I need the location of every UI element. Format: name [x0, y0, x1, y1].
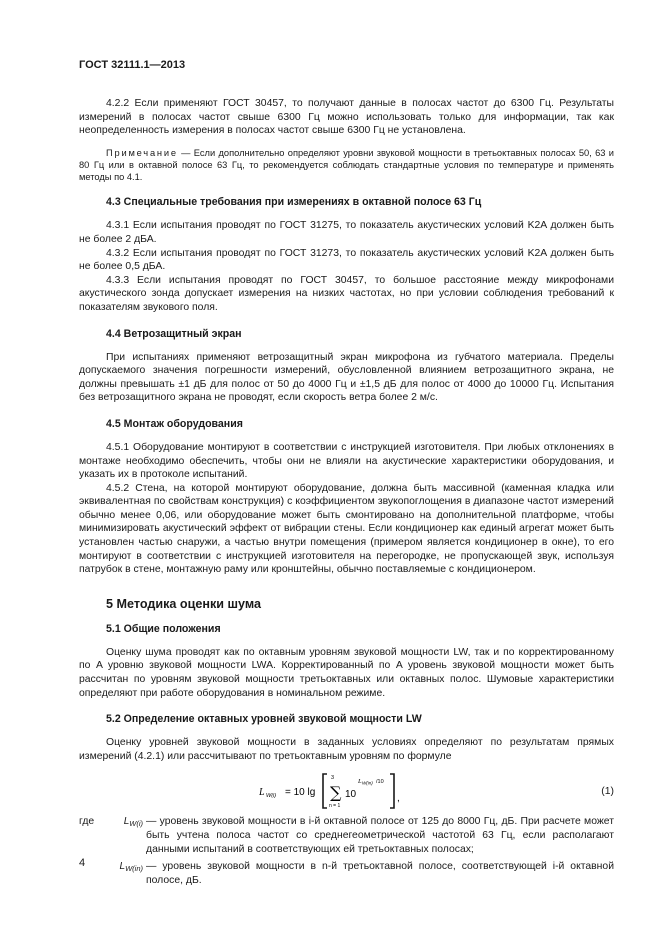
definition-text: — уровень звуковой мощности в n-й третьоктавной полосе, соответствующей i-й октавной полосе, дБ. — [146, 861, 614, 886]
formula-eq: = 10 lg — [285, 787, 316, 799]
paragraph-4-4: При испытаниях применяют ветрозащитный экран микрофона из губчатого материала. Пределы допускаемого значения погрешности измерений, обусловленной влиянием ветрозащитного экрана, не должны превышать ±1 дБ для полос от 50 до 4000 Гц и ±1,5 дБ для полос от 4000 до 10000 Гц. Испытания без ветрозащитного экрана не проводят, если скорость ветра более 2 м/с. — [79, 351, 614, 404]
heading-4-5: 4.5 Монтаж оборудования — [106, 417, 243, 430]
sum-sign: ∑ — [330, 783, 342, 803]
page-number: 4 — [79, 857, 86, 869]
heading-4-4: 4.4 Ветрозащитный экран — [106, 327, 242, 340]
note-paragraph — [79, 147, 614, 184]
heading-5-1: 5.1 Общие положения — [106, 622, 221, 635]
definition-text: — уровень звуковой мощности в i-й октавной полосе от 125 до 8000 Гц, дБ. При расчете может быть учтена полоса частот со среднегеометрической частотой 63 Гц, если располагают данными испытаний в соответствующих ей третьоктавных полосах; — [146, 816, 614, 855]
exp-l: L — [358, 778, 362, 786]
formula-graphic — [259, 771, 419, 811]
definition-lead: где — [79, 816, 95, 828]
exp-tail: /10 — [376, 779, 384, 786]
paragraph-4-2-2: 4.2.2 Если применяют ГОСТ 30457, то получают данные в полосах частот до 6300 Гц. Результаты измерений в полосах частот свыше 6300 Гц можно использовать только для информации, так как неопределенность измерения в полосах частот свыше 6300 Гц не установлена. — [79, 98, 614, 137]
page-content — [79, 97, 614, 887]
paragraph-5-1: Оценку шума проводят как по октавным уровням звуковой мощности LW, так и по корректированному по A уровню звуковой мощности LWA. Корректированный по A уровень звуковой мощности может быть рассчитан по уровням звуковой мощности третьоктавных или октавных полос. Шумовые характеристики определяют при работе оборудования в номинальном режиме. — [79, 646, 614, 699]
definition-item — [79, 815, 614, 856]
paragraph-4-3-1: 4.3.1 Если испытания проводят по ГОСТ 31275, то показатель акустических условий K2A должен быть не более 2 дБА. — [79, 220, 614, 245]
note-text: — Если дополнительно определяют уровни звуковой мощности в третьоктавных полосах 50, 63 и 80 Гц или в октавной полосе 63 Гц, то рекомендуется соблюдать стандартные условия по температуре и применять методы по 4.1. — [79, 147, 614, 183]
exp-sub: W(in) — [362, 780, 373, 786]
definition-list — [79, 815, 614, 887]
definition-item — [79, 860, 614, 887]
document-header: ГОСТ 32111.1—2013 — [79, 59, 186, 71]
heading-4-3: 4.3 Специальные требования при измерениях в октавной полосе 63 Гц — [106, 196, 482, 209]
paragraph-4-5-2: 4.5.2 Стена, на которой монтируют оборудование, должна быть массивной (каменная кладка или эквивалентная по свойствам конструкция) с коэффициентом звукопоглощения в диапазоне частот измерений обычно менее 0,06, или оборудование может быть смонтировано на дополнительной платформе, чтобы минимизировать акустический эффект от вибрации стены. Если кондиционер как единый агрегат может быть установлен частью снаружи, а частью внутри помещения (примером является кондиционер в окне), то его монтируют в соответствии с инструкцией изготовителя на перегородке, не пропускающей звук, используя патрубок в стене, монтажную раму или кронштейны, обычно поставляемые с кондиционером. — [79, 482, 614, 576]
formula-base: 10 — [345, 789, 357, 801]
right-bracket — [390, 774, 394, 808]
paragraph-5-2: Оценку уровней звуковой мощности в заданных условиях определяют по результатам прямых измерений (4.2.1) или рассчитывают по третьоктавным уровням по формуле — [79, 737, 614, 762]
formula-comma: , — [397, 793, 400, 805]
heading-5: 5 Методика оценки шума — [106, 596, 261, 611]
formula-lhs: L — [259, 787, 265, 799]
paragraph-4-3-2: 4.3.2 Если испытания проводят по ГОСТ 31273, то показатель акустических условий K2A должен быть не более 0,5 дБА. — [79, 247, 614, 273]
left-bracket — [323, 774, 327, 808]
note-label: Примечание — [106, 147, 178, 158]
formula-1 — [79, 771, 614, 811]
sum-upper: 3 — [331, 775, 335, 782]
equation-number: (1) — [601, 786, 614, 798]
heading-5-2: 5.2 Определение октавных уровней звуковой мощности LW — [106, 713, 422, 726]
paragraph-4-5-1: 4.5.1 Оборудование монтируют в соответствии с инструкцией изготовителя. При любых отклонениях в монтаже необходимо обеспечить, чтобы они не влияли на акустические характеристики оборудования, и указать их в протоколе испытаний. — [79, 441, 614, 481]
definition-symbol: $L_{W(in)}$ — [119, 861, 143, 874]
formula-lhs-sub: W(i) — [266, 793, 277, 800]
paragraph-4-3-3: 4.3.3 Если испытания проводят по ГОСТ 30457, то большое расстояние между микрофонами акустического зонда допускает измерения на низких частотах, но при условии соблюдения требований к показателям звукового поля. — [79, 274, 614, 313]
sum-lower: n = 1 — [329, 803, 341, 810]
definition-symbol: $L_{W(i)}$ — [123, 816, 143, 829]
